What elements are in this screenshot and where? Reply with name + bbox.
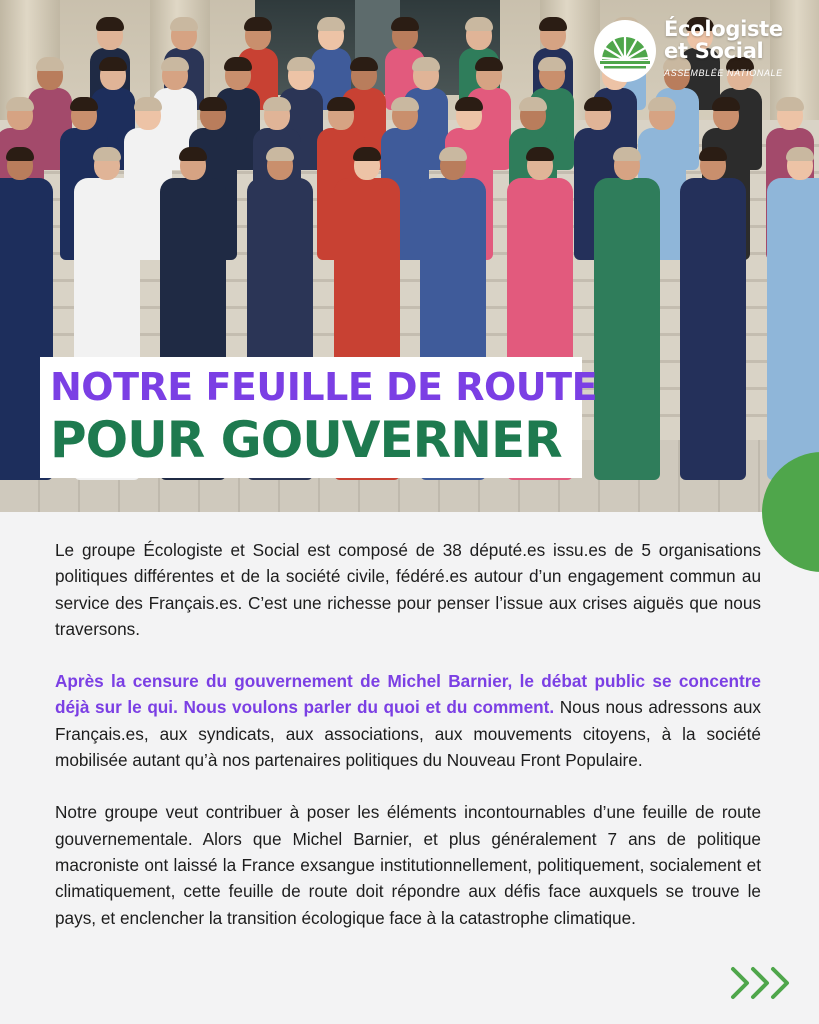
- paragraph-intro: Le groupe Écologiste et Social est composé de 38 député.es issu.es de 5 organisations politiques différentes et de la société civile, fédéré.es autour d’un engagement commun au service des Français.es. C’est une richesse pour penser l’issue aux crises aiguës que nous traversons.: [55, 540, 761, 639]
- logo: [594, 18, 804, 88]
- logo-name: [664, 18, 783, 62]
- logo-line1: Écologiste: [664, 17, 783, 41]
- person-body: [680, 178, 746, 480]
- person-body: [767, 178, 819, 480]
- person-hair: [613, 147, 641, 161]
- person-hair: [96, 17, 124, 31]
- person-hair: [161, 57, 189, 71]
- title-line1: NOTRE FEUILLE DE ROUTE: [50, 365, 598, 409]
- person-hair: [287, 57, 315, 71]
- person-hair: [475, 57, 503, 71]
- person-hair: [353, 147, 381, 161]
- person-hair: [317, 17, 345, 31]
- person-hair: [134, 97, 162, 111]
- person-hair: [519, 97, 547, 111]
- person-silhouette: [594, 150, 660, 480]
- person-hair: [439, 147, 467, 161]
- paragraph-roadmap: Notre groupe veut contribuer à poser les éléments incontournables d’une feuille de route gouvernementale. Alors que Michel Barnier, et plus généralement 7 ans de politique macroniste ont laissé la France exsangue institutionnellement, politiquement, socialement et climatiquement, cette feuille de route doit répondre aux défis face auxquels se trouve le pays, et enclencher la transition écologique face à la catastrophe climatique.: [55, 802, 761, 928]
- person-hair: [584, 97, 612, 111]
- person-hair: [648, 97, 676, 111]
- person-hair: [455, 97, 483, 111]
- person-hair: [712, 97, 740, 111]
- person-hair: [199, 97, 227, 111]
- person-hair: [36, 57, 64, 71]
- title-box: [40, 357, 598, 478]
- person-hair: [266, 147, 294, 161]
- triple-chevron-right-icon[interactable]: [728, 964, 796, 1002]
- person-hair: [391, 97, 419, 111]
- body-text: [55, 537, 761, 957]
- person-hair: [244, 17, 272, 31]
- person-hair: [179, 147, 207, 161]
- person-hair: [170, 17, 198, 31]
- person-hair: [465, 17, 493, 31]
- person-hair: [539, 17, 567, 31]
- person-hair: [538, 57, 566, 71]
- logo-subtitle: ASSEMBLÉE NATIONALE: [664, 68, 783, 78]
- person-hair: [224, 57, 252, 71]
- title-line2: POUR GOUVERNER: [50, 411, 562, 469]
- paragraph-emphasis: Après la censure du gouvernement de Michel Barnier, le débat public se concentre déjà sur le qui. Nous voulons parler du quoi et du comment.: [55, 671, 761, 718]
- person-hair: [350, 57, 378, 71]
- person-hair: [526, 147, 554, 161]
- paragraph-censure: [55, 668, 761, 773]
- paragraph-rest: Nous nous adressons aux Français.es, aux syndicats, aux associations, aux mouvements citoyens, à la société mobilisée autant qu’à nos partenaires politiques du Nouveau Front Populaire.: [55, 697, 762, 771]
- person-hair: [70, 97, 98, 111]
- person-hair: [412, 57, 440, 71]
- person-silhouette: [680, 150, 746, 480]
- person-hair: [263, 97, 291, 111]
- person-body: [594, 178, 660, 480]
- person-hair: [99, 57, 127, 71]
- person-hair: [93, 147, 121, 161]
- person-hair: [776, 97, 804, 111]
- person-hair: [6, 97, 34, 111]
- person-silhouette: [767, 150, 819, 480]
- person-hair: [699, 147, 727, 161]
- sun-rising-icon: [594, 20, 656, 82]
- person-hair: [786, 147, 814, 161]
- person-hair: [6, 147, 34, 161]
- person-hair: [327, 97, 355, 111]
- logo-line2: et Social: [664, 39, 764, 63]
- person-hair: [391, 17, 419, 31]
